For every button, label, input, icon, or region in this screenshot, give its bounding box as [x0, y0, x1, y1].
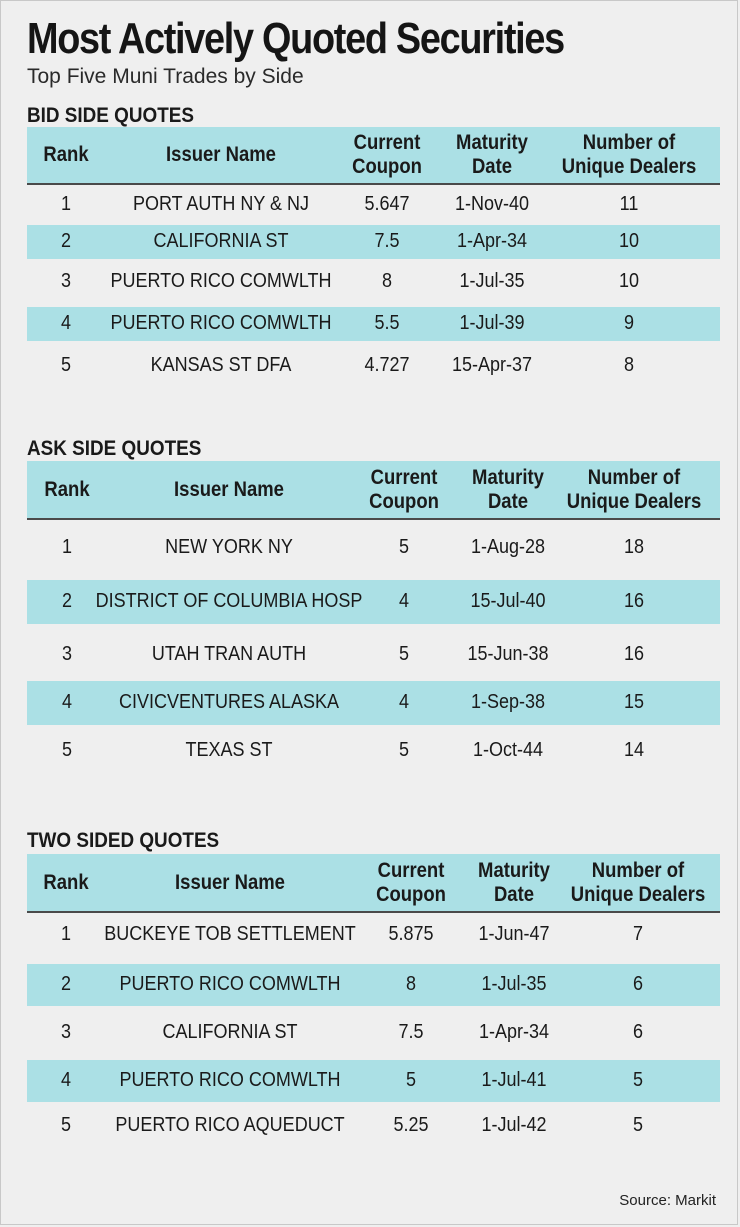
cell-rank: 5 [60, 354, 72, 376]
cell-unique-dealers: 11 [619, 193, 639, 215]
header-maturity-date [456, 131, 528, 179]
cell-rank: 5 [61, 739, 73, 761]
cell-rank: 2 [61, 590, 73, 612]
header-current-coupon-line: Coupon [376, 882, 446, 906]
header-rank-line: Rank [43, 143, 89, 166]
cell-current-coupon: 5.25 [393, 1114, 429, 1136]
cell-current-coupon: 4 [398, 691, 410, 713]
cell-maturity-date: 15-Apr-37 [451, 354, 533, 376]
header-rank-line: Rank [44, 477, 90, 501]
cell-issuer-name: PUERTO RICO COMWLTH [119, 1069, 341, 1091]
header-issuer-name-line: Issuer Name [174, 477, 284, 501]
header-unique-dealers-line: Unique Dealers [566, 489, 702, 513]
cell-unique-dealers: 5 [632, 1069, 644, 1091]
cell-issuer-name: TEXAS ST [185, 739, 273, 761]
cell-issuer-name: PUERTO RICO AQUEDUCT [115, 1114, 345, 1136]
header-maturity-date-line: Date [487, 489, 529, 513]
cell-issuer-name: CALIFORNIA ST [162, 1021, 298, 1043]
two-sided-quotes-table [27, 854, 720, 1156]
header-maturity-date-line: Date [471, 155, 513, 178]
header-rank [44, 478, 89, 502]
cell-issuer-name: PUERTO RICO COMWLTH [110, 270, 332, 292]
header-unique-dealers-line: Unique Dealers [570, 882, 706, 906]
header-maturity-date-line: Maturity [472, 465, 544, 489]
header-issuer-name-line: Issuer Name [175, 870, 285, 894]
header-unique-dealers-line: Unique Dealers [561, 155, 697, 178]
header-unique-dealers [562, 131, 697, 179]
cell-rank: 3 [60, 1021, 72, 1043]
header-issuer-name [174, 478, 284, 502]
header-current-coupon-line: Current [377, 858, 445, 882]
table-header [27, 461, 720, 520]
cell-maturity-date: 1-Apr-34 [478, 1021, 550, 1043]
header-maturity-date-line: Maturity [478, 858, 550, 882]
cell-rank: 5 [60, 1114, 72, 1136]
cell-maturity-date: 15-Jun-38 [467, 643, 549, 665]
cell-rank: 1 [60, 193, 72, 215]
header-unique-dealers-line: Number of [587, 465, 681, 489]
cell-rank: 4 [61, 691, 73, 713]
header-maturity-date [478, 859, 550, 907]
header-unique-dealers [571, 859, 706, 907]
cell-issuer-name: PUERTO RICO COMWLTH [110, 312, 332, 334]
cell-unique-dealers: 18 [623, 536, 645, 558]
cell-rank: 3 [60, 270, 72, 292]
header-current-coupon-line: Current [353, 131, 421, 154]
cell-maturity-date: 1-Jul-35 [459, 270, 525, 292]
header-issuer-name [175, 871, 285, 895]
header-current-coupon [376, 859, 446, 907]
two-sided-quotes-title: TWO SIDED QUOTES [27, 829, 220, 852]
cell-current-coupon: 5.875 [388, 923, 434, 945]
cell-issuer-name: NEW YORK NY [165, 536, 293, 558]
header-unique-dealers-line: Number of [591, 858, 685, 882]
cell-unique-dealers: 16 [623, 643, 645, 665]
cell-maturity-date: 1-Oct-44 [472, 739, 544, 761]
header-rank [43, 143, 88, 167]
header-current-coupon [369, 466, 439, 514]
page-subtitle: Top Five Muni Trades by Side [27, 65, 304, 88]
bid-side-quotes-title: BID SIDE QUOTES [27, 104, 194, 127]
cell-maturity-date: 15-Jul-40 [470, 590, 546, 612]
cell-rank: 4 [60, 1069, 72, 1091]
cell-rank: 1 [61, 536, 73, 558]
cell-issuer-name: PORT AUTH NY & NJ [132, 193, 310, 215]
cell-current-coupon: 5.647 [364, 193, 410, 215]
cell-rank: 2 [60, 973, 72, 995]
cell-maturity-date: 1-Apr-34 [456, 230, 528, 252]
cell-issuer-name: KANSAS ST DFA [150, 354, 292, 376]
header-unique-dealers [567, 466, 702, 514]
cell-issuer-name: DISTRICT OF COLUMBIA HOSP [95, 590, 363, 612]
header-maturity-date-line: Maturity [456, 131, 528, 154]
cell-current-coupon: 5 [405, 1069, 417, 1091]
header-rank-line: Rank [43, 870, 89, 894]
cell-issuer-name: CIVICVENTURES ALASKA [118, 691, 340, 713]
cell-maturity-date: 1-Jun-47 [478, 923, 550, 945]
cell-unique-dealers: 8 [623, 354, 635, 376]
cell-rank: 3 [61, 643, 73, 665]
ask-side-quotes-title: ASK SIDE QUOTES [27, 437, 202, 460]
cell-unique-dealers: 10 [618, 230, 640, 252]
cell-current-coupon: 7.5 [398, 1021, 424, 1043]
cell-maturity-date: 1-Nov-40 [454, 193, 530, 215]
header-maturity-date [472, 466, 544, 514]
cell-unique-dealers: 16 [623, 590, 645, 612]
cell-current-coupon: 4 [398, 590, 410, 612]
cell-unique-dealers: 15 [623, 691, 645, 713]
table-header [27, 127, 720, 185]
header-unique-dealers-line: Number of [582, 131, 676, 154]
header-current-coupon-line: Coupon [352, 155, 422, 178]
ask-side-quotes-table [27, 461, 720, 781]
header-current-coupon-line: Current [370, 465, 438, 489]
source-note: Source: Markit [619, 1192, 716, 1209]
cell-current-coupon: 5.5 [374, 312, 400, 334]
header-current-coupon-line: Coupon [369, 489, 439, 513]
cell-unique-dealers: 6 [632, 973, 644, 995]
cell-current-coupon: 8 [405, 973, 417, 995]
cell-rank: 1 [60, 923, 72, 945]
header-maturity-date-line: Date [493, 882, 535, 906]
bid-side-quotes-table [27, 127, 720, 396]
cell-rank: 4 [60, 312, 72, 334]
cell-rank: 2 [60, 230, 72, 252]
cell-unique-dealers: 10 [618, 270, 640, 292]
cell-current-coupon: 8 [381, 270, 393, 292]
cell-issuer-name: UTAH TRAN AUTH [151, 643, 307, 665]
header-issuer-name-line: Issuer Name [166, 143, 276, 166]
cell-issuer-name: BUCKEYE TOB SETTLEMENT [104, 923, 356, 945]
cell-unique-dealers: 6 [632, 1021, 644, 1043]
cell-current-coupon: 5 [398, 643, 410, 665]
header-current-coupon [352, 131, 422, 179]
cell-unique-dealers: 9 [623, 312, 635, 334]
header-issuer-name [166, 143, 276, 167]
cell-current-coupon: 7.5 [374, 230, 400, 252]
cell-maturity-date: 1-Jul-39 [459, 312, 525, 334]
header-rank [43, 871, 88, 895]
cell-issuer-name: PUERTO RICO COMWLTH [119, 973, 341, 995]
cell-unique-dealers: 5 [632, 1114, 644, 1136]
cell-current-coupon: 5 [398, 536, 410, 558]
page-title: Most Actively Quoted Securities [27, 14, 564, 63]
cell-issuer-name: CALIFORNIA ST [153, 230, 289, 252]
cell-unique-dealers: 7 [632, 923, 644, 945]
cell-maturity-date: 1-Sep-38 [470, 691, 546, 713]
cell-current-coupon: 4.727 [364, 354, 410, 376]
cell-unique-dealers: 14 [623, 739, 645, 761]
cell-maturity-date: 1-Jul-41 [481, 1069, 547, 1091]
cell-maturity-date: 1-Jul-35 [481, 973, 547, 995]
table-header [27, 854, 720, 913]
cell-current-coupon: 5 [398, 739, 410, 761]
cell-maturity-date: 1-Aug-28 [470, 536, 546, 558]
cell-maturity-date: 1-Jul-42 [481, 1114, 547, 1136]
